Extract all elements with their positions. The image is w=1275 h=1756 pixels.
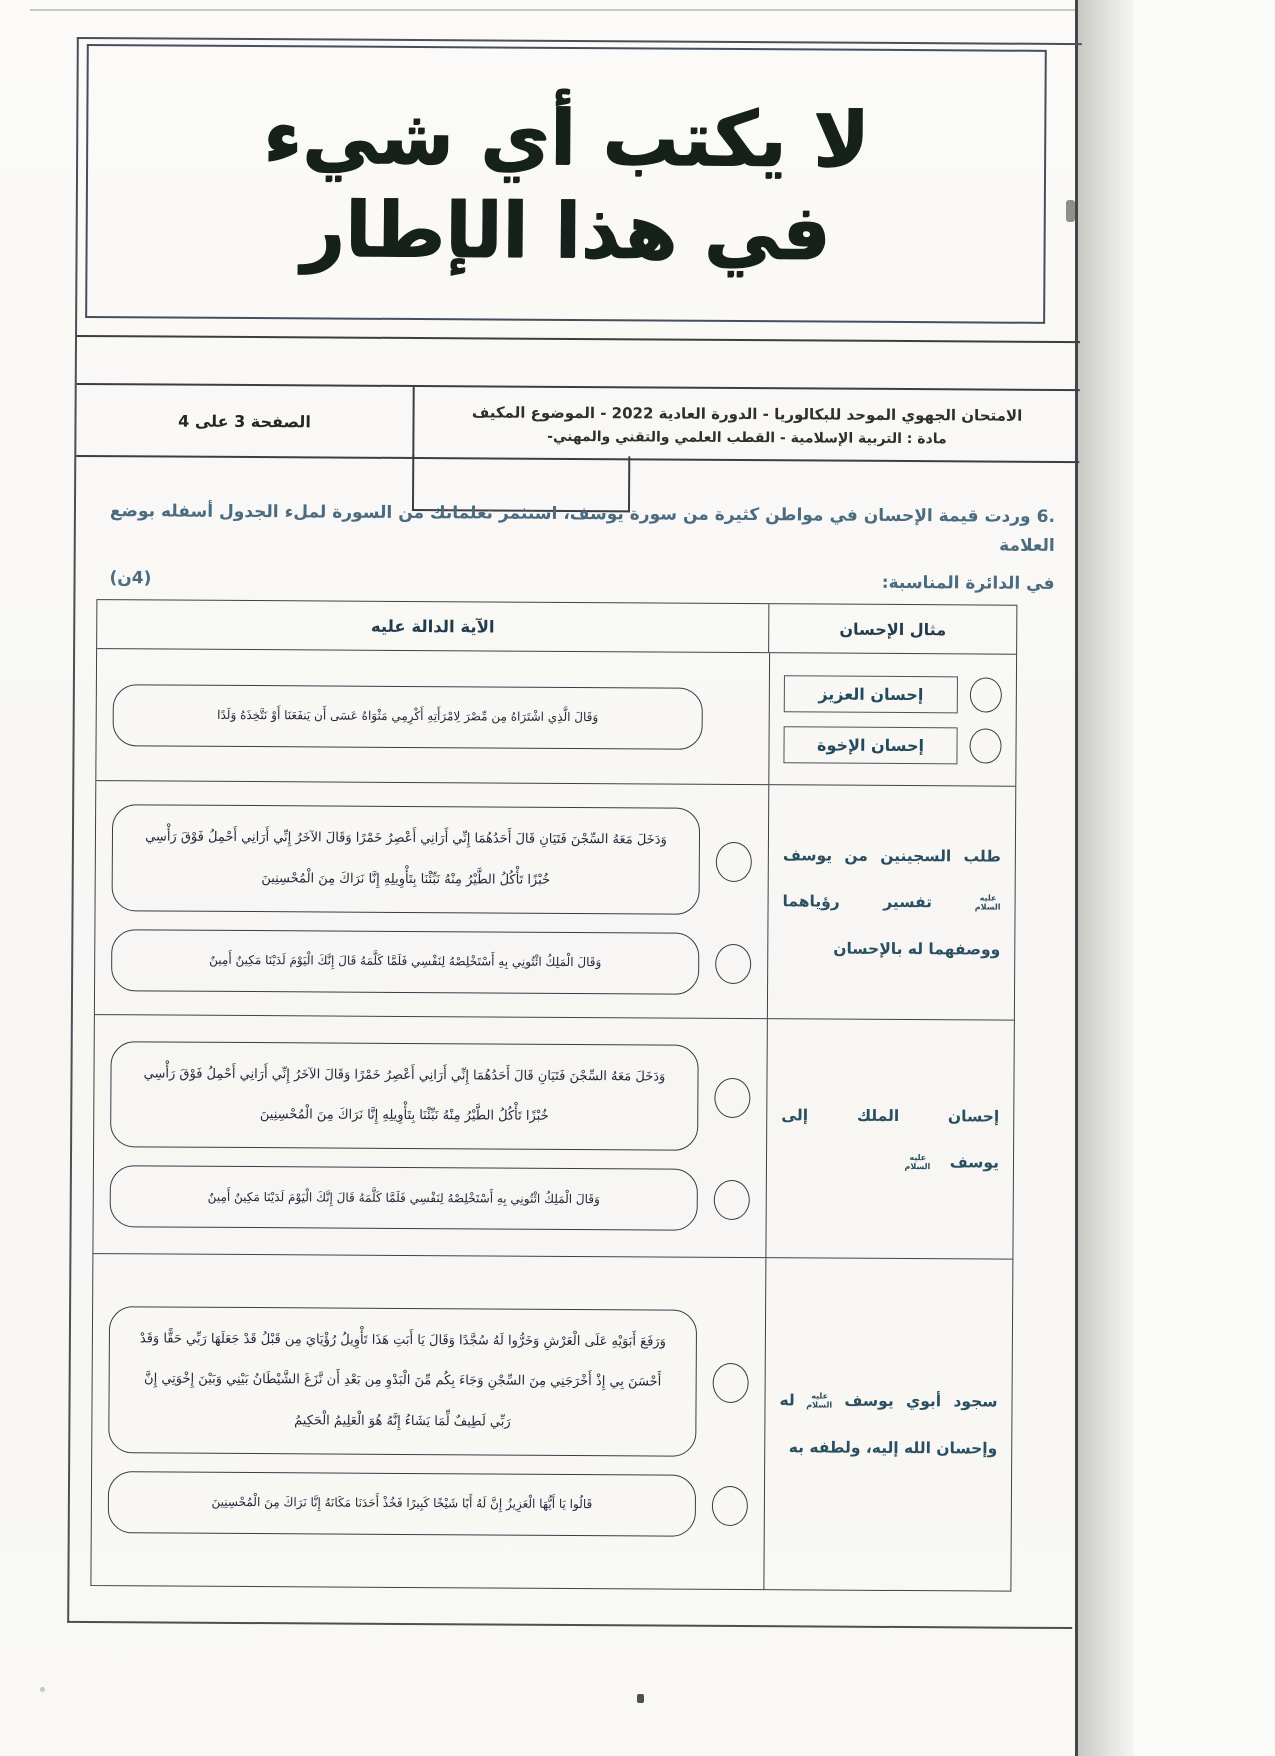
verse-box: قَالُوا يَا أَيُّهَا الْعَزِيزُ إِنَّ لَهُ أَبًا شَيْخًا كَبِيرًا فَخُذْ أَحَدَنَا مَكَانَهُ إِنَّا نَرَاكَ مِنَ الْمُحْسِنِينَ (108, 1471, 696, 1537)
exam-subject: مادة : التربية الإسلامية - القطب العلمي والتقني والمهني- (547, 428, 947, 447)
answer-circle[interactable] (714, 1180, 750, 1220)
verse-entry (110, 1165, 750, 1231)
example-cell (765, 1019, 1013, 1259)
answer-circle[interactable] (712, 1486, 748, 1526)
example-label-text: طلب السجينين من يوسف (782, 846, 1001, 866)
page-number: الصفحة 3 على 4 (178, 411, 311, 431)
exam-title: الامتحان الجهوي الموحد للبكالوريا - الدورة العادية 2022 - الموضوع المكيف (471, 402, 1023, 425)
answer-circle[interactable] (716, 841, 752, 881)
verse-box: وَقَالَ الْمَلِكُ ائْتُونِي بِهِ أَسْتَخْلِصْهُ لِنَفْسِي فَلَمَّا كَلَّمَهُ قَالَ إِنَّكَ الْيَوْمَ لَدَيْنَا مَكِينٌ أَمِينٌ (110, 1165, 698, 1231)
verse-box: وَدَخَلَ مَعَهُ السِّجْنَ فَتَيَانِ قَالَ أَحَدُهُمَا إِنِّي أَرَانِي أَعْصِرُ خَمْرًا وَقَالَ الآخَرُ إِنِّي أَرَانِي أَحْمِلُ فَوْقَ رَأْسِي خُبْزًا تَأْكُلُ الطَّيْرُ مِنْهُ نَبِّئْنَا بِتَأْوِيلِهِ إِنَّا نَرَاكَ مِنَ الْمُحْسِنِينَ (112, 804, 701, 914)
exam-header (76, 383, 1079, 463)
verse-box: وَقَالَ الْمَلِكُ ائْتُونِي بِهِ أَسْتَخْلِصْهُ لِنَفْسِي فَلَمَّا كَلَّمَهُ قَالَ إِنَّكَ الْيَوْمَ لَدَيْنَا مَكِينٌ أَمِينٌ (111, 929, 699, 995)
pbuh-symbol: عليه السلام (904, 1153, 931, 1171)
verse-cell (93, 1015, 766, 1257)
example-option-box: إحسان الإخوة (783, 726, 957, 764)
ihsan-table (90, 599, 1017, 1592)
pbuh-symbol: عليه السلام (974, 893, 1001, 912)
example-cell (768, 653, 1016, 786)
question-6 (109, 497, 1055, 594)
example-cell (767, 785, 1015, 1020)
table-row (93, 1015, 1013, 1260)
example-label (781, 1092, 1000, 1186)
verse-entry (113, 684, 753, 750)
question-number: 6. (1036, 506, 1056, 527)
verse-cell (91, 1254, 765, 1589)
column-header-verse: الآية الدالة عليه (370, 616, 495, 637)
example-label (782, 832, 1001, 973)
verse-entry (108, 1306, 749, 1457)
table-header-row (97, 600, 1016, 655)
scan-artifact-line (30, 9, 1075, 11)
header-separator (77, 335, 1080, 343)
answer-circle[interactable] (970, 677, 1002, 712)
verse-cell (95, 781, 768, 1018)
column-header-example: مثال الإحسان (768, 604, 1016, 654)
answer-circle[interactable] (969, 728, 1001, 763)
example-label-text: له وإحسان الله إليه، ولطفه به (779, 1391, 998, 1458)
exam-info-cell (412, 387, 1079, 461)
page-edge-shadow (1078, 0, 1134, 1756)
do-not-write-frame (85, 44, 1047, 324)
example-label-text: سجود أبوي يوسف (844, 1391, 998, 1411)
sheet-frame (67, 37, 1082, 1629)
scanner-background (1134, 0, 1275, 1756)
example-option (784, 675, 1002, 713)
scan-artifact-smudge (1066, 200, 1075, 222)
verse-entry (110, 1041, 751, 1152)
table-row (91, 1254, 1012, 1591)
verse-cell (96, 649, 769, 784)
verse-box: وَدَخَلَ مَعَهُ السِّجْنَ فَتَيَانِ قَالَ أَحَدُهُمَا إِنِّي أَرَانِي أَعْصِرُ خَمْرًا وَقَالَ الآخَرُ إِنِّي أَرَانِي أَحْمِلُ فَوْقَ رَأْسِي خُبْزًا تَأْكُلُ الطَّيْرُ مِنْهُ نَبِّئْنَا بِتَأْوِيلِهِ إِنَّا نَرَاكَ مِنَ الْمُحْسِنِينَ (110, 1041, 699, 1151)
question-text-line1 (110, 497, 1055, 561)
table-row (96, 649, 1016, 787)
pbuh-symbol: عليه السلام (806, 1391, 833, 1410)
example-label-text: تفسير رؤياهما ووصفهما له بالإحسان (782, 892, 1001, 959)
answer-circle[interactable] (715, 944, 751, 984)
example-cell (763, 1258, 1012, 1591)
example-label (779, 1377, 998, 1471)
table-row (95, 781, 1015, 1021)
question-points: (4ن) (109, 567, 152, 589)
example-option (783, 726, 1001, 764)
question-text: وردت قيمة الإحسان في مواطن كثيرة من سورة يوسف، استثمر تعلماتك من السورة لملء الجدول أسفله بوضع العلامة (109, 501, 1055, 556)
example-option-box: إحسان العزيز (784, 675, 958, 713)
do-not-write-text-line1: لا يكتب أي شيء (262, 90, 870, 184)
question-text-cont: في الدائرة المناسبة: (881, 572, 1055, 594)
verse-entry (111, 929, 751, 995)
verse-box: وَرَفَعَ أَبَوَيْهِ عَلَى الْعَرْشِ وَخَرُّوا لَهُ سُجَّدًا وَقَالَ يَا أَبَتِ هَذَا تَأْوِيلُ رُؤْيَايَ مِن قَبْلُ قَدْ جَعَلَهَا رَبِّي حَقًّا وَقَدْ أَحْسَنَ بِي إِذْ أَخْرَجَنِي مِنَ السِّجْنِ وَجَاءَ بِكُم مِّنَ الْبَدْوِ مِن بَعْدِ أَن نَّزَغَ الشَّيْطَانُ بَيْنِي وَبَيْنَ إِخْوَتِي إِنَّ رَبِّي لَطِيفٌ لِّمَا يَشَاءُ إِنَّهُ هُوَ الْعَلِيمُ الْحَكِيمُ (108, 1306, 697, 1456)
verse-entry (108, 1471, 748, 1537)
answer-circle[interactable] (713, 1363, 749, 1403)
question-text-line2 (109, 568, 1054, 594)
verse-entry (112, 804, 753, 915)
scan-artifact-dot (40, 1687, 45, 1692)
answer-circle[interactable] (714, 1078, 750, 1118)
do-not-write-text-line2: في هذا الإطار (300, 184, 831, 277)
example-label-text: إحسان الملك إلى يوسف (781, 1105, 1000, 1172)
verse-box: وَقَالَ الَّذِي اشْتَرَاهُ مِن مِّصْرَ لِامْرَأَتِهِ أَكْرِمِي مَثْوَاهُ عَسَى أَن يَنفَعَنَا أَوْ نَتَّخِذَهُ وَلَدًا (113, 684, 703, 750)
scan-artifact-dot (637, 1694, 644, 1703)
